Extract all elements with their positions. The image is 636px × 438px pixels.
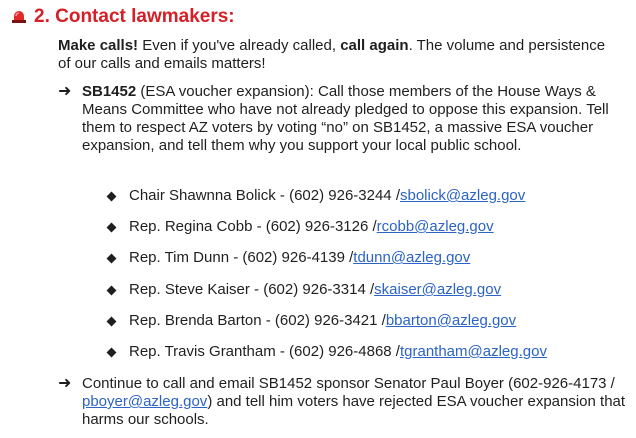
diamond-bullet-icon — [107, 285, 117, 295]
make-calls-label: Make calls! — [58, 37, 139, 54]
call-again-label: call again — [340, 37, 409, 54]
member-contact: Rep. Steve Kaiser - (602) 926-3314 / — [129, 281, 375, 298]
intro-paragraph — [58, 37, 618, 73]
diamond-bullet-icon — [107, 253, 117, 263]
member-contact: Rep. Brenda Barton - (602) 926-3421 / — [129, 312, 386, 329]
sponsor-text-1: Continue to call and email SB1452 sponsor Senator Paul Boyer (602-926-4173 / — [82, 375, 615, 392]
member-email-link[interactable]: tdunn@azleg.gov — [353, 249, 471, 266]
member-contact: Rep. Regina Cobb - (602) 926-3126 / — [129, 218, 377, 235]
diamond-bullet-icon — [107, 191, 117, 201]
section-heading — [10, 4, 235, 30]
diamond-bullet-icon — [107, 222, 117, 232]
member-email-link[interactable]: tgrantham@azleg.gov — [399, 343, 547, 360]
arrow-icon: ➜ — [58, 375, 72, 392]
member-email-link[interactable]: rcobb@azleg.gov — [376, 218, 494, 235]
siren-icon — [10, 8, 28, 26]
member-item — [106, 343, 547, 361]
sponsor-text-2: ) and tell him voters have rejected ESA voucher expansion that harms our schools. — [82, 393, 626, 428]
sponsor-text — [82, 375, 628, 429]
heading-text: 2. Contact lawmakers: — [34, 6, 235, 27]
bill-description: (ESA voucher expansion): Call those members of the House Ways & Means Committee who have not already pledged to oppose this expansion. Tell them to respect AZ voters by voting “no” on SB1452, a massive ESA voucher expansion, and tell them why you support your local public school. — [82, 83, 609, 154]
member-email-link[interactable]: skaiser@azleg.gov — [374, 281, 502, 298]
intro-text-2: . The volume and persistence of our calls and emails matters! — [58, 37, 606, 72]
member-contact: Chair Shawnna Bolick - (602) 926-3244 / — [129, 187, 400, 204]
member-email-link[interactable]: bbarton@azleg.gov — [385, 312, 517, 329]
member-email-link[interactable]: sbolick@azleg.gov — [399, 187, 526, 204]
member-item — [106, 218, 494, 236]
member-item — [106, 281, 501, 299]
member-item — [106, 312, 516, 330]
member-item — [106, 187, 525, 205]
diamond-bullet-icon — [107, 347, 117, 357]
bill-bullet — [58, 83, 628, 155]
member-contact: Rep. Tim Dunn - (602) 926-4139 / — [129, 249, 354, 266]
member-contact: Rep. Travis Grantham - (602) 926-4868 / — [129, 343, 400, 360]
sponsor-email-link[interactable]: pboyer@azleg.gov — [82, 393, 208, 410]
bill-text — [82, 83, 628, 155]
intro-text-1: Even if you've already called, — [138, 37, 341, 54]
diamond-bullet-icon — [107, 316, 117, 326]
arrow-icon: ➜ — [58, 83, 72, 100]
bill-id: SB1452 — [82, 83, 137, 100]
sponsor-bullet — [58, 375, 628, 429]
member-item — [106, 249, 470, 267]
